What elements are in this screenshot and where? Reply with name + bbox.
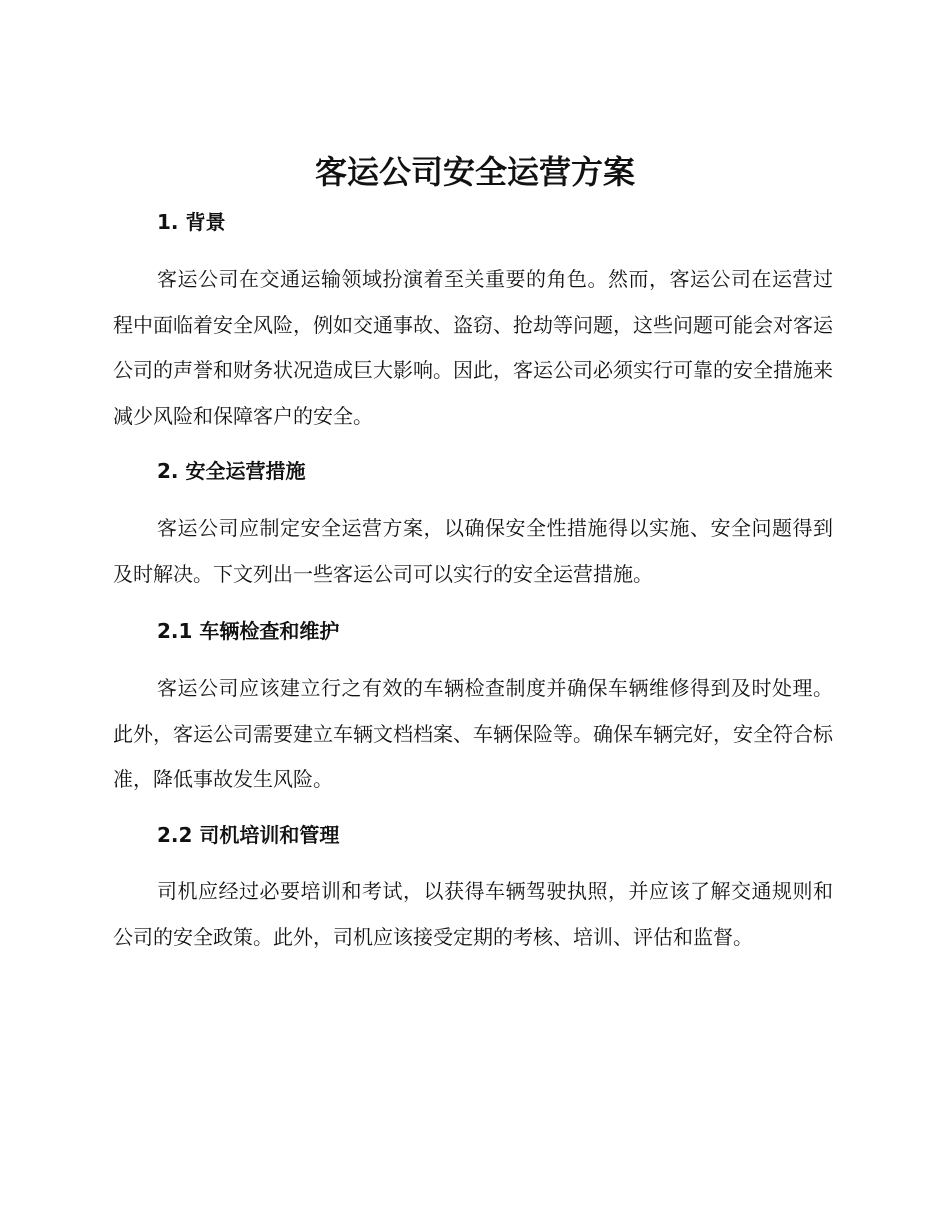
section-heading-background: 1. 背景 (157, 210, 226, 234)
section-paragraph-vehicle-inspection: 客运公司应该建立行之有效的车辆检查制度并确保车辆维修得到及时处理。此外，客运公司需要建立车辆文档档案、车辆保险等。确保车辆完好，安全符合标准，降低事故发生风险。 (113, 676, 833, 791)
section-heading-driver-training: 2.2 司机培训和管理 (157, 823, 340, 847)
section-paragraph-driver-training: 司机应经过必要培训和考试，以获得车辆驾驶执照，并应该了解交通规则和公司的安全政策。此外，司机应该接受定期的考核、培训、评估和监督。 (113, 879, 833, 949)
section-heading-safety-measures: 2. 安全运营措施 (157, 459, 306, 483)
section-paragraph-background: 客运公司在交通运输领域扮演着至关重要的角色。然而，客运公司在运营过程中面临着安全风险，例如交通事故、盗窃、抢劫等问题，这些问题可能会对客运公司的声誉和财务状况造成巨大影响。因此，客运公司必须实行可靠的安全措施来减少风险和保障客户的安全。 (113, 267, 833, 428)
section-paragraph-safety-measures: 客运公司应制定安全运营方案，以确保安全性措施得以实施、安全问题得到及时解决。下文列出一些客运公司可以实行的安全运营措施。 (113, 516, 833, 586)
document-title: 客运公司安全运营方案 (314, 153, 635, 191)
section-heading-vehicle-inspection: 2.1 车辆检查和维护 (157, 619, 340, 643)
